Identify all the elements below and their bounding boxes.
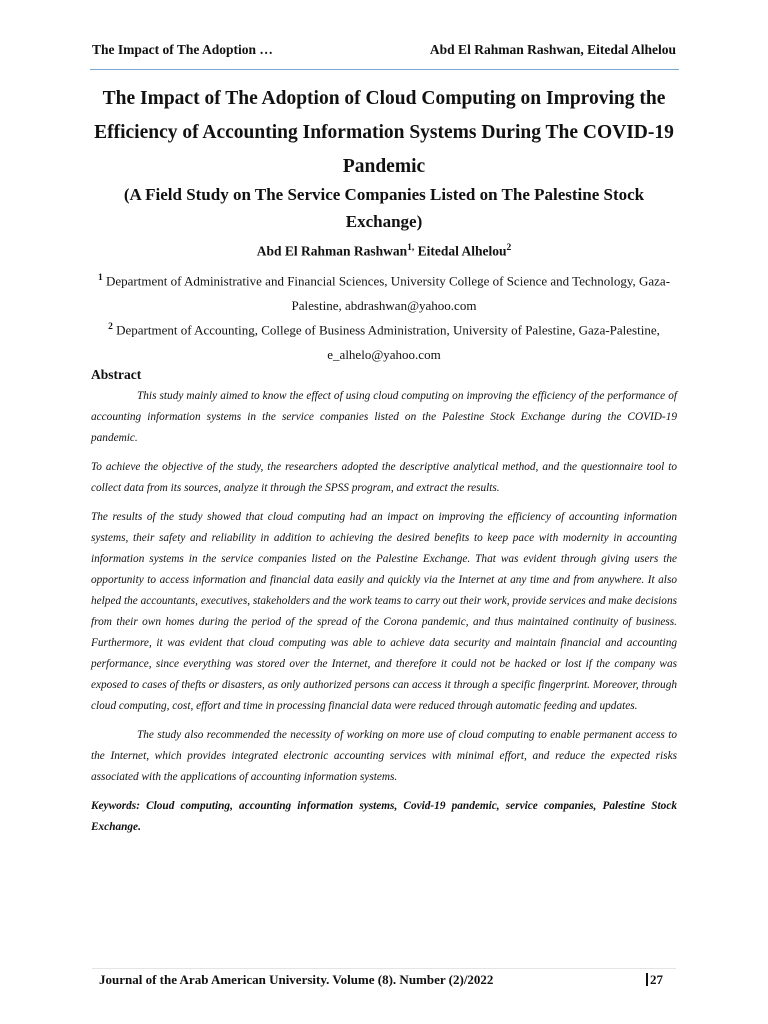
page-number-value: 27 bbox=[650, 972, 663, 987]
affiliation-1-text: Department of Administrative and Financial Sciences, University College of Science and Technology, Gaza- Palestine, abdrashwan@yahoo.com bbox=[102, 273, 671, 314]
running-header-title: The Impact of The Adoption … bbox=[92, 42, 273, 57]
page-number-bar bbox=[646, 973, 648, 986]
header-divider bbox=[90, 69, 679, 70]
paper-title: The Impact of The Adoption of Cloud Computing on Improving the Efficiency of Accounting Information Systems During The COVID-19 Pandemic bbox=[94, 88, 674, 177]
abstract-paragraph: This study mainly aimed to know the effect of using cloud computing on improving the efficiency of the performance of accounting information systems in the service companies listed on the Palestine Stock Exchange during the COVID-19 pandemic. bbox=[91, 390, 677, 444]
abstract-paragraph: The study also recommended the necessity of working on more use of cloud computing to enable permanent access to the Internet, which provides integrated electronic accounting services with minimal effort, and reduce the expected risks associated with the applications of accounting information systems. bbox=[91, 729, 677, 783]
abstract-heading: Abstract bbox=[91, 367, 142, 382]
author-2-affil-mark: 2 bbox=[506, 243, 512, 253]
author-2: Eitedal Alhelou bbox=[414, 243, 507, 259]
affiliation-2-text: Department of Accounting, College of Business Administration, University of Palestine, Gaza-Palestine, e_alhelo@yahoo.com bbox=[112, 322, 660, 363]
affiliation-1 bbox=[92, 266, 676, 318]
abstract-body bbox=[91, 386, 677, 846]
abstract-paragraph: To achieve the objective of the study, the researchers adopted the descriptive analytical method, and the questionnaire tool to collect data from its sources, analyze it through the SPSS program, and extract the results. bbox=[91, 461, 677, 494]
paper-subtitle: (A Field Study on The Service Companies Listed on The Palestine Stock Exchange) bbox=[123, 185, 645, 231]
affiliation-2 bbox=[92, 315, 676, 367]
running-header-authors: Abd El Rahman Rashwan, Eitedal Alhelou bbox=[429, 42, 676, 57]
keywords: Keywords: Cloud computing, accounting information systems, Covid-19 pandemic, service companies, Palestine Stock Exchange. bbox=[91, 800, 677, 833]
page-number bbox=[646, 972, 663, 988]
abstract-paragraph: The results of the study showed that cloud computing had an impact on improving the efficiency of accounting information systems, their safety and reliability in addition to achieving the desired benefits to keep pace with modernity in accounting information systems in the service companies listed on the Palestine Exchange. That was evident through giving users the opportunity to access information and financial data easily and quickly via the Internet at any time and from anywhere. It also helped the accountants, executives, stakeholders and the work teams to carry out their work, provide services and make decisions from their own homes during the period of the spread of the Corona pandemic, and thus maintained continuity of business. Furthermore, it was evident that cloud computing was able to achieve data security and maintain financial and accounting performance, since everything was stored over the Internet, and therefore it could not be hacked or lost if the company was exposed to cases of thefts or disasters, as only authorized persons can access it through a specific fingerprint. Moreover, through cloud computing, cost, effort and time in processing financial data were reduced through automatic feeding and updates. bbox=[91, 511, 677, 712]
footer-divider bbox=[92, 968, 676, 969]
running-header bbox=[92, 42, 676, 58]
author-1: Abd El Rahman Rashwan bbox=[256, 243, 408, 259]
affiliation-1-number: 1 bbox=[97, 273, 103, 283]
affiliation-2-number: 2 bbox=[108, 322, 113, 332]
author-1-affil-mark: 1, bbox=[407, 243, 415, 253]
author-line bbox=[92, 243, 676, 260]
footer-journal: Journal of the Arab American University. Volume (8). Number (2)/2022 bbox=[99, 972, 494, 987]
